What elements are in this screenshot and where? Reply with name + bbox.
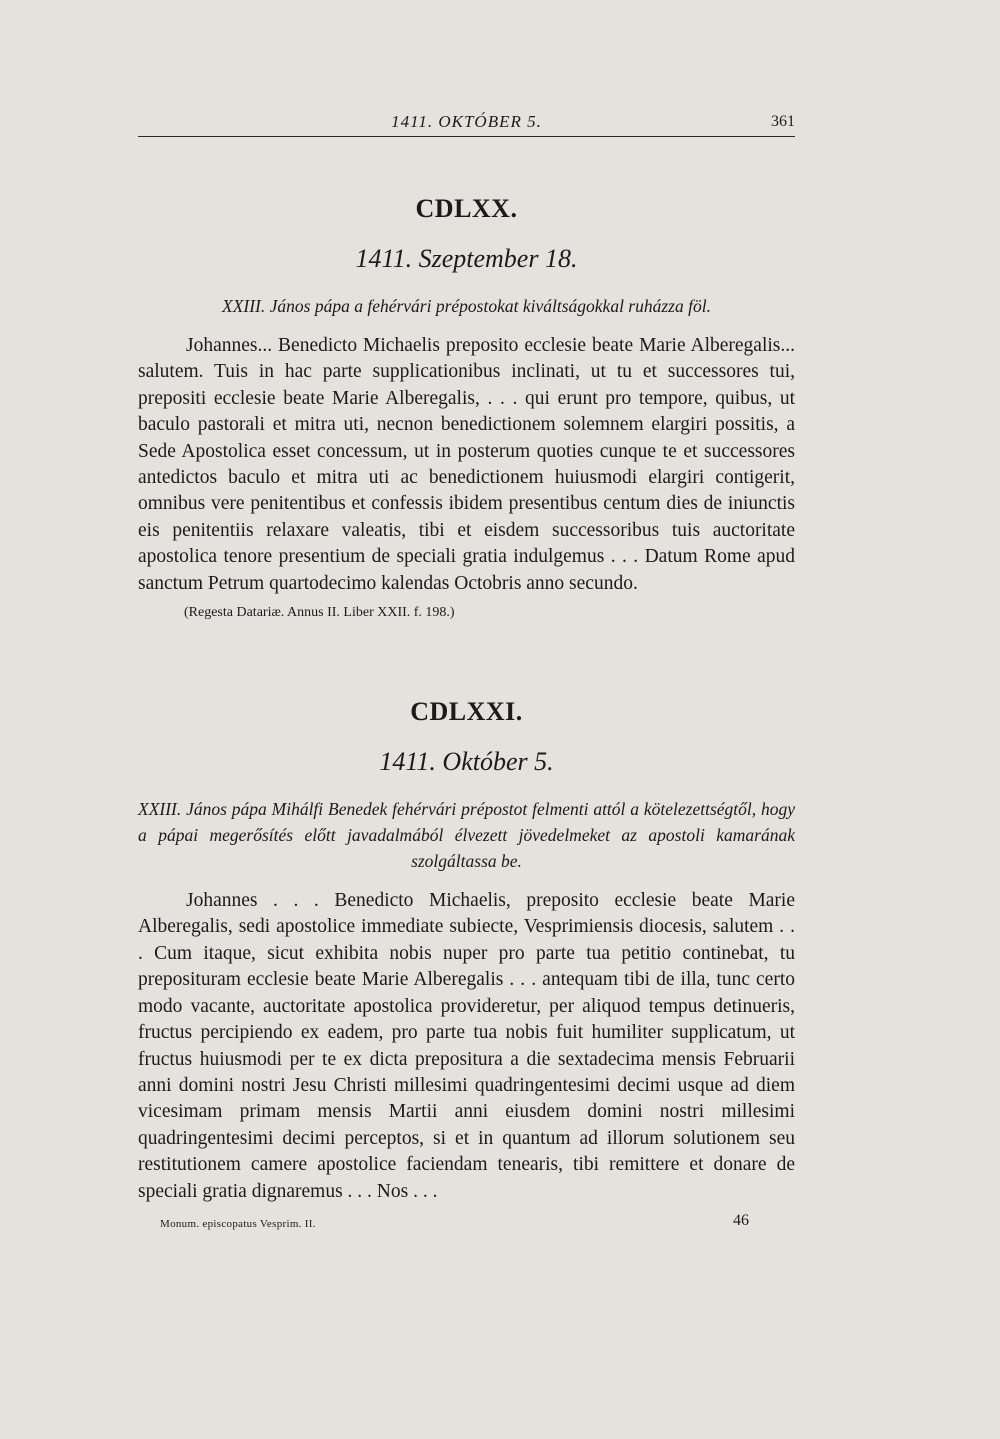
charter-source: (Regesta Datariæ. Annus II. Liber XXII. f. 198.) <box>184 605 455 621</box>
charter-date: 1411. Október 5. <box>379 747 554 777</box>
charter-text: Johannes . . . Benedicto Michaelis, preposito ecclesie beate Marie Alberegalis, sedi apostolice immediate subiecte, Vesprimiensis diocesis, salutem . . . Cum itaque, sicut exhibita nobis nuper pro parte tua petitio continebat, tu preposituram ecclesie beate Marie Alberegalis . . . antequam tibi de illa, tunc certo modo vacante, auctoritate apostolica provideretur, per aliquod tempus detinueris, fructus percipiendo ex eadem, pro parte tua nobis fuit humiliter supplicatum, ut fructus huiusmodi per te ex dicta prepositura a die sextadecima mensis Februarii anni domini nostri Jesu Christi millesimi quadringentesimi decimi usque ad diem vicesimam primam mensis Martii anni eiusdem domini nostri millesimi quadringentesimi decimi perceptos, si et in quantum ad illorum solutionem seu restitutionem camere apostolice faciendam tenearis, tibi remittere et donare de speciali gratia dignaremus . . . Nos . . . <box>138 890 795 1202</box>
charter-entry <box>138 196 795 623</box>
charter-number: CDLXX. <box>415 194 518 223</box>
running-title: 1411. OKTÓBER 5. <box>391 112 542 131</box>
charter-date: 1411. Szeptember 18. <box>355 244 578 273</box>
charter-entry <box>138 699 795 1205</box>
charter-text: Johannes... Benedicto Michaelis preposito ecclesie beate Marie Alberegalis... salutem. Tuis in hac parte supplicationibus inclinati, ut tu et successores tui, prepositi ecclesie beate Marie Alberegalis, . . . qui erunt pro tempore, quibus, ut baculo pastorali et mitra uti, necnon benedictionem solemnem elargiri possitis, a Sede Apostolica esset concessum, ut in posterum quoties cunque te et successores antedictos baculo et mitra uti ac benedictionem huiusmodi elargiri contigerit, omnibus vere penitentibus et confessis ibidem presentibus centum dies de iniunctis eis penitentiis relaxare valeatis, tibi et eisdem successoribus tuis auctoritate apostolica tenore presentium de speciali gratia indulgemus . . . Datum Rome apud sanctum Petrum quartodecimo kalendas Octobris anno secundo. <box>138 335 795 594</box>
running-head <box>138 112 795 137</box>
page-content <box>138 196 795 1205</box>
charter-regest: XXIII. János pápa a fehérvári prépostokat kiváltságokkal ruházza föl. <box>222 296 711 316</box>
page-number: 361 <box>771 113 795 130</box>
charter-number: CDLXXI. <box>410 697 523 727</box>
sheet-number: 46 <box>733 1212 749 1229</box>
charter-regest: XXIII. János pápa Mihálfi Benedek fehérvári prépostot felmenti attól a kötelezettségtől, hogy a pápai megerősítés előtt javadalmából élvezett jövedelmeket az apostoli kamarának szolgáltassa be. <box>138 799 795 872</box>
signature-mark: Monum. episcopatus Vesprim. II. <box>160 1218 316 1230</box>
